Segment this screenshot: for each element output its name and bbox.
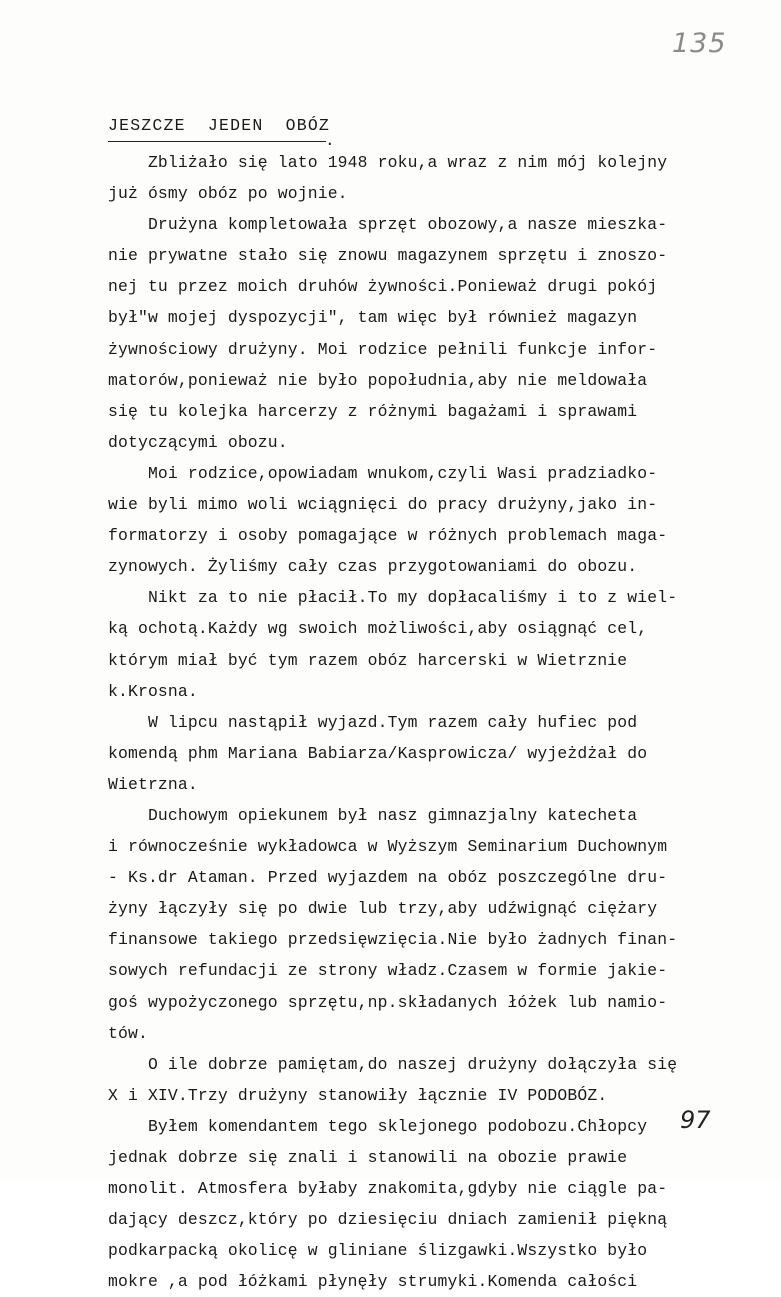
text-line: wie byli mimo woli wciągnięci do pracy drużyny,jako in- [108, 495, 658, 515]
text-line: tów. [108, 1023, 148, 1043]
text-line: O ile dobrze pamiętam,do naszej drużyny dołączyła się [108, 1054, 678, 1074]
page-title: JESZCZE JEDEN OBÓZ [108, 116, 331, 135]
text-line: Byłem komendantem tego sklejonego podobozu.Chłopcy [108, 1116, 648, 1136]
text-line: dotyczącymi obozu. [108, 432, 288, 452]
text-line: k.Krosna. [108, 681, 198, 701]
text-line: i równocześnie wykładowca w Wyższym Seminarium Duchownym [108, 837, 668, 857]
body-text [108, 147, 678, 1297]
text-line: dający deszcz,który po dziesięciu dniach zamienił piękną [108, 1210, 668, 1230]
text-line: żywnościowy drużyny. Moi rodzice pełnili funkcje infor- [108, 339, 658, 359]
text-line: się tu kolejka harcerzy z różnymi bagażami i sprawami [108, 401, 638, 421]
text-line: żyny łączyły się po dwie lub trzy,aby udźwignąć ciężary [108, 899, 658, 919]
text-line: Zbliżało się lato 1948 roku,a wraz z nim mój kolejny [108, 153, 668, 172]
text-line: monolit. Atmosfera byłaby znakomita,gdyby nie ciągle pa- [108, 1179, 668, 1199]
text-line: W lipcu nastąpił wyjazd.Tym razem cały hufiec pod [108, 712, 638, 732]
text-line: którym miał być tym razem obóz harcerski w Wietrznie [108, 650, 628, 670]
text-line: goś wypożyczonego sprzętu,np.składanych łóżek lub namio- [108, 992, 668, 1012]
text-line: mokre ,a pod łóżkami płynęły strumyki.Komenda całości [108, 1272, 638, 1292]
text-line: finansowe takiego przedsięwzięcia.Nie było żadnych finan- [108, 930, 678, 950]
text-line: formatorzy i osoby pomagające w różnych problemach maga- [108, 526, 668, 546]
page-number-bottom: 97 [680, 1106, 711, 1134]
text-line: podkarpacką okolicę w gliniane ślizgawki.Wszystko było [108, 1241, 648, 1261]
text-line: już ósmy obóz po wojnie. [108, 184, 348, 204]
text-line: Duchowym opiekunem był nasz gimnazjalny katecheta [108, 805, 638, 825]
text-line: komendą phm Mariana Babiarza/Kasprowicza/ wyjeżdżał do [108, 743, 648, 763]
text-line: - Ks.dr Ataman. Przed wyjazdem na obóz poszczególne dru- [108, 868, 668, 888]
text-line: X i XIV.Trzy drużyny stanowiły łącznie IV PODOBÓZ. [108, 1085, 608, 1105]
text-line: nie prywatne stało się znowu magazynem sprzętu i znoszo- [108, 246, 668, 266]
text-line: jednak dobrze się znali i stanowili na obozie prawie [108, 1148, 628, 1167]
text-line: matorów,ponieważ nie było popołudnia,aby nie meldowała [108, 370, 648, 390]
text-line: był"w mojej dyspozycji", tam więc był również magazyn [108, 308, 638, 328]
text-line: Wietrzna. [108, 774, 198, 794]
title-period: . [325, 132, 335, 150]
text-line: Moi rodzice,opowiadam wnukom,czyli Wasi pradziadko- [108, 463, 658, 483]
text-line: ką ochotą.Każdy wg swoich możliwości,aby osiągnąć cel, [108, 619, 648, 639]
text-line: sowych refundacji ze strony władz.Czasem w formie jakie- [108, 961, 668, 981]
text-line: Drużyna kompletowała sprzęt obozowy,a nasze mieszka- [108, 215, 668, 235]
page-number-top: 135 [672, 28, 727, 59]
title-underline [108, 141, 326, 142]
text-line: zynowych. Żyliśmy cały czas przygotowaniami do obozu. [108, 557, 638, 577]
text-line: Nikt za to nie płacił.To my dopłacaliśmy i to z wiel- [108, 588, 678, 608]
text-line: nej tu przez moich druhów żywności.Ponieważ drugi pokój [108, 277, 658, 297]
